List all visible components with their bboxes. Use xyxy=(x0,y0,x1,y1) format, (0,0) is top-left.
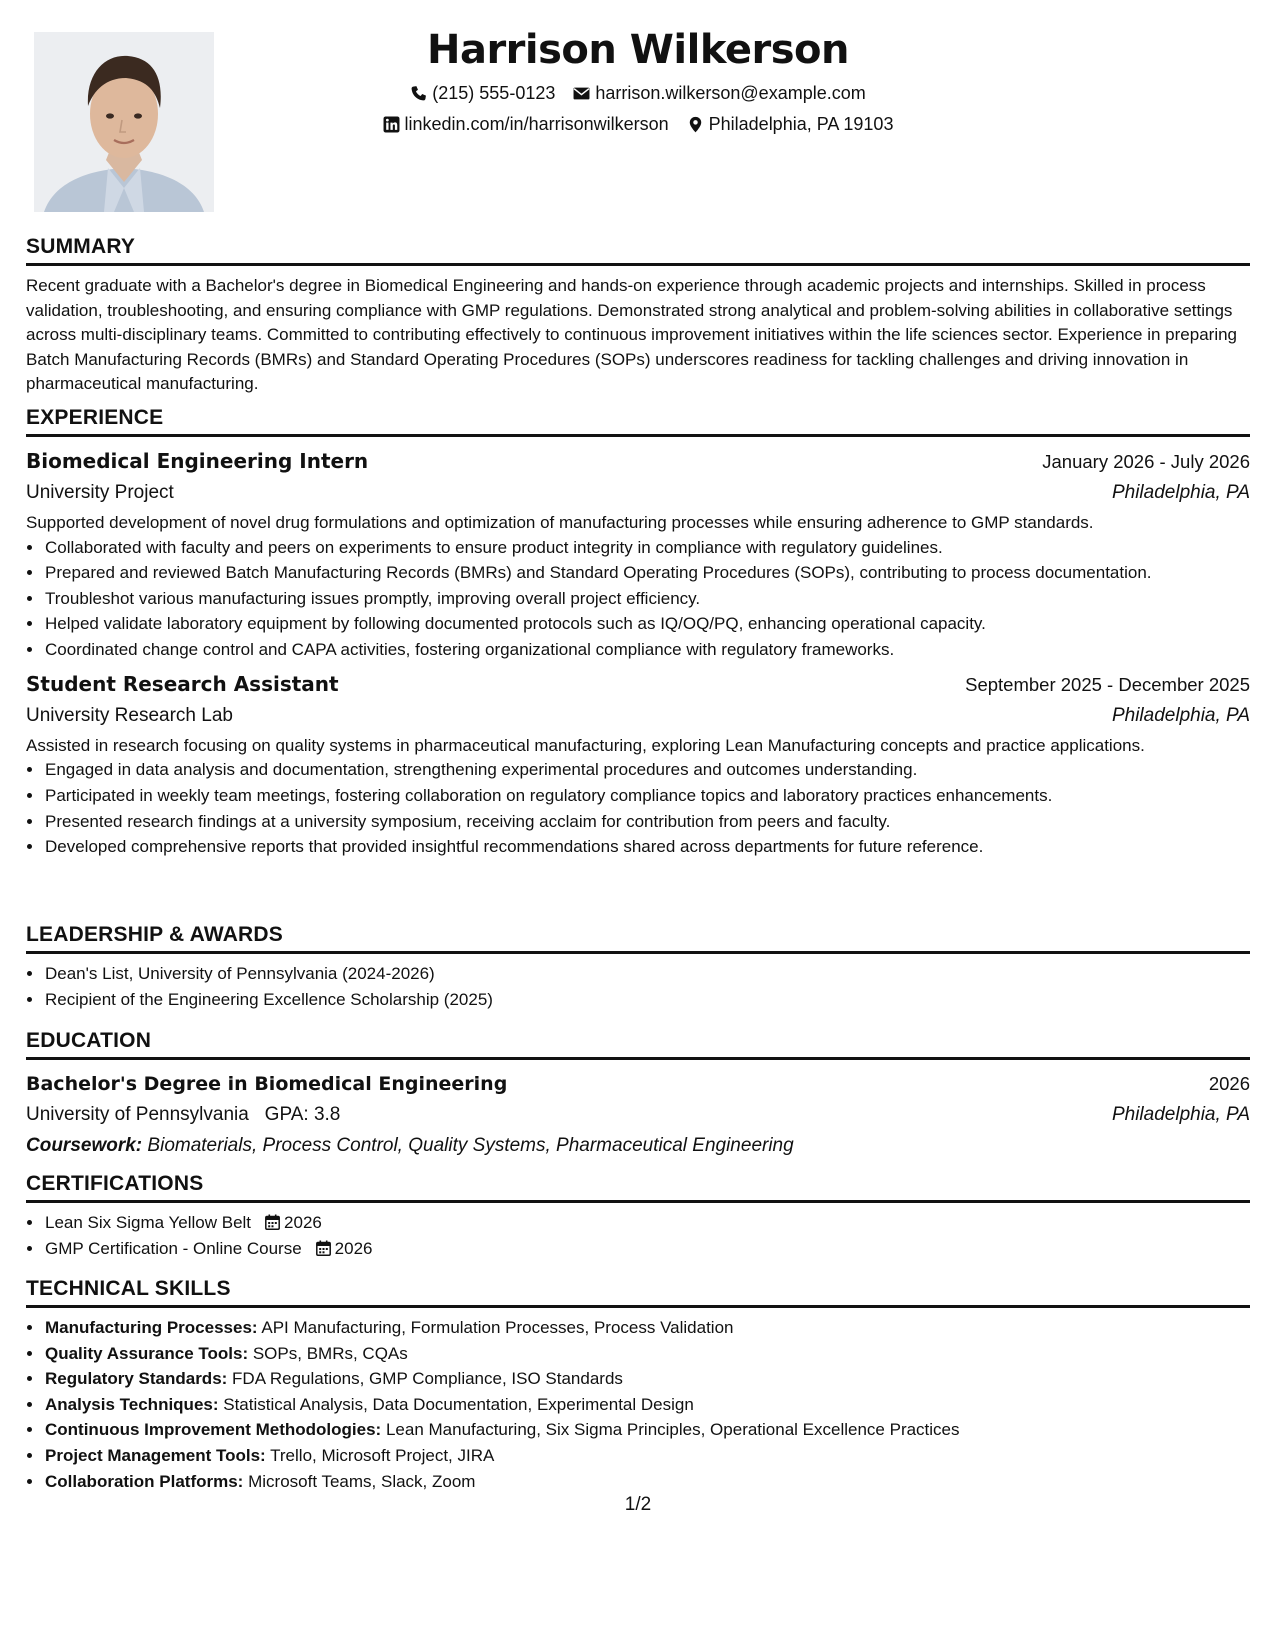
page-number: 1/2 xyxy=(624,1494,652,1515)
job-org: University Project xyxy=(26,482,174,503)
contact-linkedin[interactable] xyxy=(383,109,669,140)
skills-section xyxy=(26,1275,1250,1495)
skill-label: Regulatory Standards: xyxy=(45,1369,228,1389)
list-item xyxy=(44,1444,1250,1468)
school-name: University of Pennsylvania xyxy=(26,1104,249,1125)
list-item: • Recipient of the Engineering Excellence Scholarship (2025) xyxy=(44,988,1250,1012)
cert-name: Lean Six Sigma Yellow Belt xyxy=(45,1213,252,1232)
awards-section xyxy=(26,921,1250,1013)
list-item: • Dean's List, University of Pennsylvania (2024-2026) xyxy=(44,962,1250,986)
phone-icon xyxy=(410,85,427,102)
graduation-year: 2026 xyxy=(1208,1073,1250,1094)
school-info xyxy=(26,1100,340,1130)
coursework-text: Biomaterials, Process Control, Quality Systems, Pharmaceutical Engineering xyxy=(147,1135,794,1156)
job-org: University Research Lab xyxy=(26,704,233,726)
calendar-icon xyxy=(316,1240,331,1256)
envelope-icon xyxy=(573,85,590,102)
job-description: Supported development of novel drug formulations and optimization of manufacturing processes while ensuring adherence to GMP standards. xyxy=(26,513,1094,532)
contact-line-2 xyxy=(26,109,1250,140)
skill-label: Continuous Improvement Methodologies: xyxy=(45,1420,382,1440)
cert-name: GMP Certification - Online Course xyxy=(45,1238,302,1258)
list-item xyxy=(44,1418,1250,1442)
school-location: Philadelphia, PA xyxy=(1111,1104,1250,1125)
job-header xyxy=(26,445,1250,478)
phone-text: (215) 555-0123 xyxy=(432,83,556,103)
certifications-section xyxy=(26,1170,1250,1262)
job-bullets xyxy=(26,758,1250,859)
list-item: • Participated in weekly team meetings, fostering collaboration on regulatory compliance topics and laboratory practices enhancements. xyxy=(44,784,1250,808)
skill-value: API Manufacturing, Formulation Processes, Process Validation xyxy=(261,1318,734,1337)
awards-list xyxy=(26,962,1250,1012)
degree-name: Bachelor's Degree in Biomedical Engineering xyxy=(26,1073,508,1095)
skill-value: Statistical Analysis, Data Documentation, Experimental Design xyxy=(223,1394,694,1414)
job-entry xyxy=(26,668,1250,859)
skill-value: Microsoft Teams, Slack, Zoom xyxy=(248,1471,476,1491)
list-item xyxy=(44,1393,1250,1417)
contact-line-1 xyxy=(26,78,1250,109)
job-entry xyxy=(26,445,1250,662)
cert-year: 2026 xyxy=(334,1238,373,1258)
email-text[interactable]: harrison.wilkerson@example.com xyxy=(595,83,866,103)
linkedin-text[interactable]: linkedin.com/in/harrisonwilkerson xyxy=(404,114,669,134)
map-pin-icon xyxy=(687,116,704,133)
skill-value: SOPs, BMRs, CQAs xyxy=(252,1343,408,1363)
list-item xyxy=(44,1367,1250,1391)
skills-list xyxy=(26,1316,1250,1494)
list-item: • Coordinated change control and CAPA activities, fostering organizational compliance with regulatory frameworks. xyxy=(44,638,1250,662)
experience-section xyxy=(26,404,1250,861)
linkedin-icon xyxy=(383,116,400,133)
candidate-name: Harrison Wilkerson xyxy=(426,27,849,73)
education-subheader xyxy=(26,1100,1250,1130)
summary-section xyxy=(26,233,1250,397)
skill-value: Trello, Microsoft Project, JIRA xyxy=(270,1445,495,1465)
summary-heading: SUMMARY xyxy=(26,233,1250,266)
education-section xyxy=(26,1027,1250,1162)
job-description: Assisted in research focusing on quality systems in pharmaceutical manufacturing, exploring Lean Manufacturing concepts and practice applications. xyxy=(26,735,1145,755)
education-heading: EDUCATION xyxy=(26,1027,1250,1060)
job-location: Philadelphia, PA xyxy=(1111,482,1250,503)
skill-value: FDA Regulations, GMP Compliance, ISO Standards xyxy=(232,1369,623,1389)
skills-heading: TECHNICAL SKILLS xyxy=(26,1275,1250,1308)
list-item: • Presented research findings at a university symposium, receiving acclaim for contribution from peers and faculty. xyxy=(44,810,1250,834)
experience-heading: EXPERIENCE xyxy=(26,404,1250,437)
resume-page xyxy=(26,0,1250,1650)
location-text: Philadelphia, PA 19103 xyxy=(708,114,894,134)
job-dates: January 2026 - July 2026 xyxy=(1042,451,1250,472)
coursework-label: Coursework: xyxy=(26,1135,143,1156)
calendar-icon xyxy=(265,1214,280,1230)
summary-text: Recent graduate with a Bachelor's degree in Biomedical Engineering and hands-on experience through academic projects and internships. Skilled in process validation, troubleshooting, and ensuring compliance with GMP regulations. Demonstrated strong analytical and problem-solving abilities in collaborative settings across multi-disciplinary teams. Committed to contributing effectively to continuous improvement initiatives within the life sciences sector. Experience in preparing Batch Manufacturing Records (BMRs) and Standard Operating Procedures (SOPs) underscores readiness for tackling challenges and driving innovation in pharmaceutical manufacturing. xyxy=(26,276,1238,393)
list-item: • Developed comprehensive reports that provided insightful recommendations shared across departments for future reference. xyxy=(44,835,1250,859)
cert-year: 2026 xyxy=(284,1213,322,1232)
skill-label: Manufacturing Processes: xyxy=(45,1318,258,1337)
job-subheader xyxy=(26,701,1250,731)
list-item: • Helped validate laboratory equipment by following documented protocols such as IQ/OQ/PQ, enhancing operational capacity. xyxy=(44,612,1250,636)
job-header xyxy=(26,668,1250,701)
list-item: • Troubleshot various manufacturing issues promptly, improving overall project efficiency. xyxy=(44,587,1250,611)
education-header xyxy=(26,1068,1250,1100)
contact-location xyxy=(687,109,894,140)
contact-phone xyxy=(410,78,555,109)
certifications-heading: CERTIFICATIONS xyxy=(26,1170,1250,1203)
list-item: • Engaged in data analysis and documentation, strengthening experimental procedures and outcomes understanding. xyxy=(44,758,1250,782)
list-item xyxy=(44,1342,1250,1366)
job-dates: September 2025 - December 2025 xyxy=(965,673,1250,695)
contact-email[interactable] xyxy=(573,78,865,109)
list-item xyxy=(44,1470,1250,1494)
coursework xyxy=(26,1130,1250,1162)
job-role: Biomedical Engineering Intern xyxy=(26,449,369,473)
resume-header xyxy=(26,22,1250,140)
skill-label: Quality Assurance Tools: xyxy=(45,1343,249,1363)
skill-value: Lean Manufacturing, Six Sigma Principles, Operational Excellence Practices xyxy=(385,1420,960,1440)
job-role: Student Research Assistant xyxy=(26,671,339,696)
gpa: GPA: 3.8 xyxy=(264,1104,341,1125)
job-bullets xyxy=(26,536,1250,662)
list-item xyxy=(44,1211,1250,1235)
job-location: Philadelphia, PA xyxy=(1111,704,1250,726)
list-item xyxy=(44,1316,1250,1340)
skill-label: Analysis Techniques: xyxy=(45,1394,219,1414)
awards-heading: LEADERSHIP & AWARDS xyxy=(26,921,1250,954)
list-item: • Prepared and reviewed Batch Manufacturing Records (BMRs) and Standard Operating Procedures (SOPs), contributing to process documentation. xyxy=(44,561,1250,585)
job-subheader xyxy=(26,478,1250,508)
list-item xyxy=(44,1237,1250,1261)
skill-label: Collaboration Platforms: xyxy=(45,1471,244,1491)
certifications-list xyxy=(26,1211,1250,1261)
skill-label: Project Management Tools: xyxy=(45,1445,266,1465)
list-item: • Collaborated with faculty and peers on experiments to ensure product integrity in compliance with regulatory guidelines. xyxy=(44,536,1250,560)
